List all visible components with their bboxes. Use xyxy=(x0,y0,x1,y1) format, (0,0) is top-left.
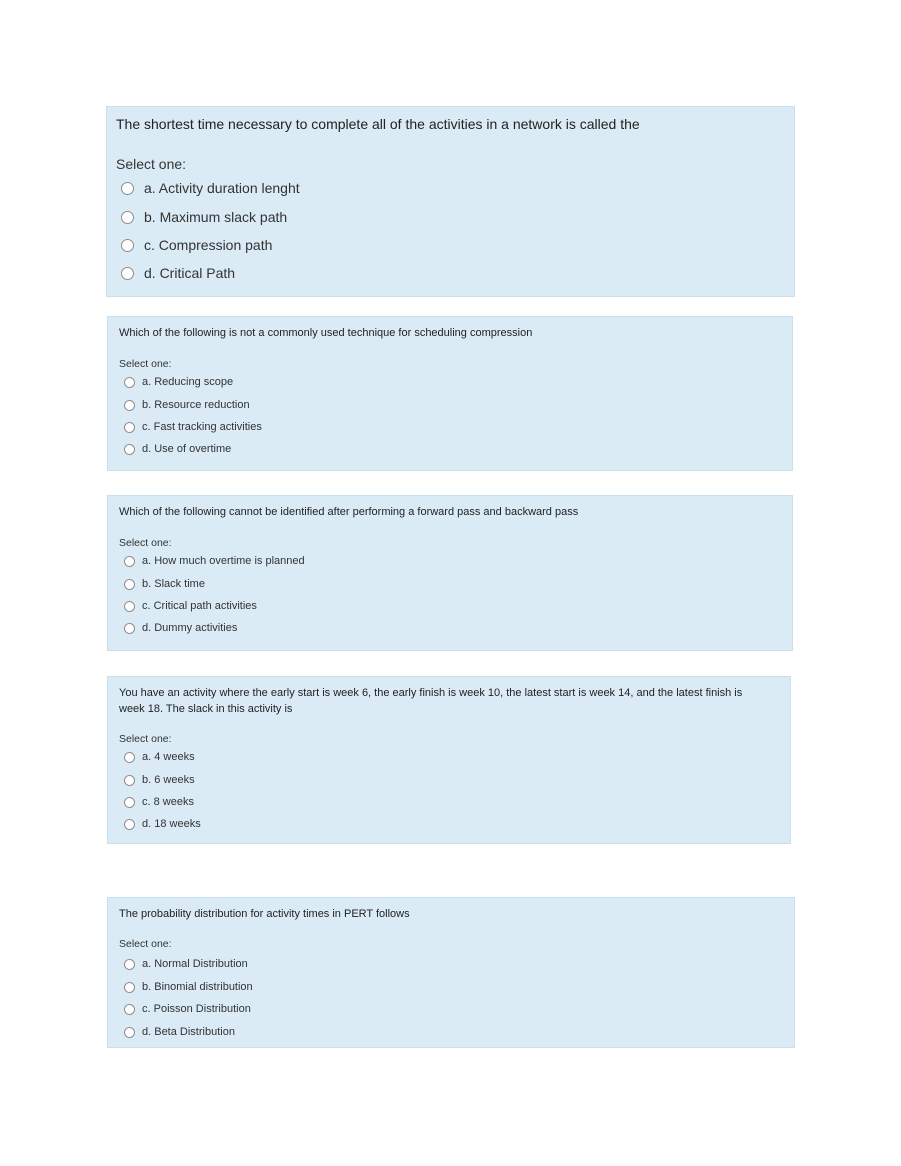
option-a[interactable] xyxy=(121,180,300,196)
radio-button[interactable] xyxy=(121,182,134,195)
question-text: Which of the following cannot be identified after performing a forward pass and backward pass xyxy=(119,506,579,518)
radio-button[interactable] xyxy=(124,623,135,634)
option-d[interactable] xyxy=(124,1026,235,1038)
option-label: a. 4 weeks xyxy=(142,751,195,763)
option-d[interactable] xyxy=(124,443,231,455)
radio-button[interactable] xyxy=(124,1027,135,1038)
radio-button[interactable] xyxy=(124,797,135,808)
option-label: a. Normal Distribution xyxy=(142,958,248,970)
option-c[interactable] xyxy=(124,1003,251,1015)
question-5 xyxy=(107,897,795,1048)
option-a[interactable] xyxy=(124,376,233,388)
option-b[interactable] xyxy=(121,209,287,225)
select-one-label: Select one: xyxy=(119,537,172,549)
select-one-label: Select one: xyxy=(119,733,172,745)
select-one-label: Select one: xyxy=(119,938,172,950)
option-label: d. Critical Path xyxy=(144,265,236,281)
radio-button[interactable] xyxy=(124,400,135,411)
option-d[interactable] xyxy=(124,622,237,634)
option-label: d. Use of overtime xyxy=(142,443,232,455)
question-text: Which of the following is not a commonly used technique for scheduling compression xyxy=(119,327,533,339)
option-label: c. Critical path activities xyxy=(142,600,257,612)
option-a[interactable] xyxy=(124,751,195,763)
radio-button[interactable] xyxy=(121,239,134,252)
option-b[interactable] xyxy=(124,981,253,993)
option-label: d. 18 weeks xyxy=(142,818,201,830)
radio-button[interactable] xyxy=(124,819,135,830)
option-label: d. Beta Distribution xyxy=(142,1026,235,1038)
option-b[interactable] xyxy=(124,774,195,786)
question-text: You have an activity where the early start is week 6, the early finish is week 10, the latest start is week 14, and the latest finish is week 18. The slack in this activity is xyxy=(119,687,743,715)
radio-button[interactable] xyxy=(124,601,135,612)
option-label: d. Dummy activities xyxy=(142,622,238,634)
radio-button[interactable] xyxy=(124,959,135,970)
radio-button[interactable] xyxy=(124,422,135,433)
question-1 xyxy=(106,106,795,297)
option-label: c. Compression path xyxy=(144,237,273,253)
question-text: The probability distribution for activity times in PERT follows xyxy=(119,908,410,920)
option-d[interactable] xyxy=(124,818,201,830)
radio-button[interactable] xyxy=(124,775,135,786)
question-3 xyxy=(107,495,793,651)
option-label: b. Slack time xyxy=(142,578,205,590)
option-c[interactable] xyxy=(124,600,257,612)
option-d[interactable] xyxy=(121,265,235,281)
select-one-label: Select one: xyxy=(119,358,172,370)
option-label: b. 6 weeks xyxy=(142,774,195,786)
radio-button[interactable] xyxy=(124,1004,135,1015)
radio-button[interactable] xyxy=(124,444,135,455)
option-b[interactable] xyxy=(124,578,205,590)
option-c[interactable] xyxy=(121,237,272,253)
radio-button[interactable] xyxy=(121,211,134,224)
radio-button[interactable] xyxy=(121,267,134,280)
option-label: c. Poisson Distribution xyxy=(142,1003,251,1015)
option-label: b. Maximum slack path xyxy=(144,209,288,225)
radio-button[interactable] xyxy=(124,556,135,567)
option-label: a. How much overtime is planned xyxy=(142,555,305,567)
option-label: b. Binomial distribution xyxy=(142,981,253,993)
option-label: c. Fast tracking activities xyxy=(142,421,262,433)
option-c[interactable] xyxy=(124,421,262,433)
option-label: b. Resource reduction xyxy=(142,399,250,411)
option-a[interactable] xyxy=(124,958,248,970)
radio-button[interactable] xyxy=(124,377,135,388)
option-b[interactable] xyxy=(124,399,250,411)
radio-button[interactable] xyxy=(124,579,135,590)
option-c[interactable] xyxy=(124,796,194,808)
option-a[interactable] xyxy=(124,555,305,567)
option-label: c. 8 weeks xyxy=(142,796,194,808)
question-4 xyxy=(107,676,791,844)
question-2 xyxy=(107,316,793,471)
question-text: The shortest time necessary to complete all of the activities in a network is called the xyxy=(116,116,640,132)
select-one-label: Select one: xyxy=(116,156,187,172)
radio-button[interactable] xyxy=(124,982,135,993)
option-label: a. Reducing scope xyxy=(142,376,234,388)
radio-button[interactable] xyxy=(124,752,135,763)
option-label: a. Activity duration lenght xyxy=(144,180,300,196)
